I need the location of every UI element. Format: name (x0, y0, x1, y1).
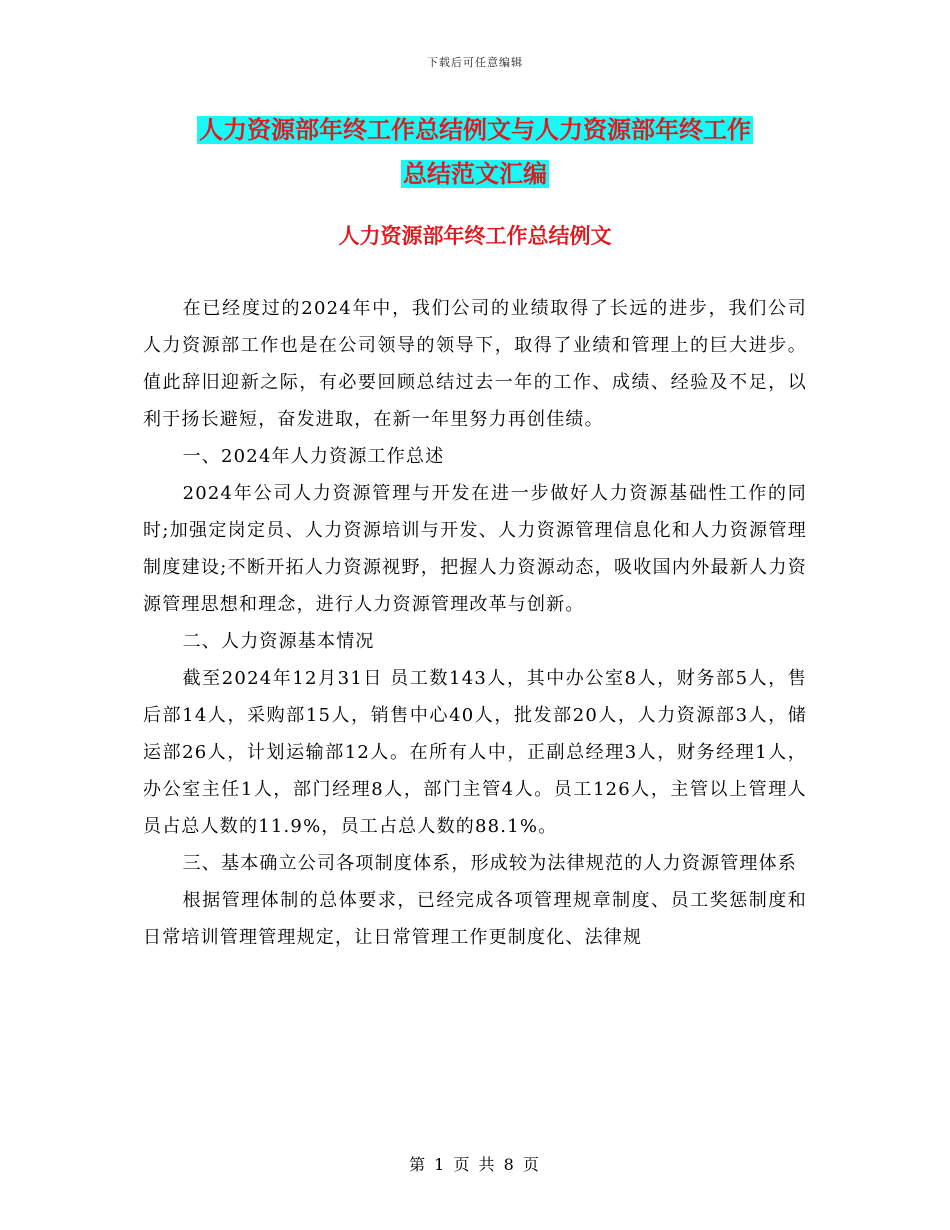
document-title-line1: 人力资源部年终工作总结例文与人力资源部年终工作 (199, 116, 751, 144)
page-number: 第 1 页 共 8 页 (409, 1155, 541, 1174)
heading-section-3: 三、基本确立公司各项制度体系，形成较为法律规范的人力资源管理体系 (182, 853, 797, 874)
paragraph-section-2: 截至2024年12月31日 员工数143人，其中办公室8人，财务部5人，售后部14人，采购部15人，销售中心40人，批发部20人，人力资源部3人，储运部26人，计划运输部12人。在所有人中，正副总经理3人，财务经理1人，办公室主任1人，部门经理8人，部门主管4人。员工126人，主管以上管理人员占总人数的11.9%，员工占总人数的88.1%。 (143, 668, 807, 837)
section-title: 人力资源部年终工作总结例文 (338, 224, 612, 248)
document-title (0, 108, 950, 196)
paragraph-intro: 在已经度过的2024年中，我们公司的业绩取得了长远的进步，我们公司人力资源部工作也是在公司领导的领导下，取得了业绩和管理上的巨大进步。值此辞旧迎新之际，有必要回顾总结过去一年的工作、成绩、经验及不足，以利于扬长避短，奋发进取，在新一年里努力再创佳绩。 (143, 298, 807, 430)
header-note: 下载后可任意编辑 (427, 56, 523, 69)
document-title-line2: 总结范文汇编 (403, 160, 547, 188)
heading-section-2: 二、人力资源基本情况 (182, 631, 375, 652)
paragraph-section-3: 根据管理体制的总体要求，已经完成各项管理规章制度、员工奖惩制度和日常培训管理管理规定，让日常管理工作更制度化、法律规 (143, 890, 807, 948)
document-body (143, 290, 807, 956)
heading-section-1: 一、2024年人力资源工作总述 (182, 446, 445, 467)
paragraph-section-1: 2024年公司人力资源管理与开发在进一步做好人力资源基础性工作的同时;加强定岗定员、人力资源培训与开发、人力资源管理信息化和人力资源管理制度建设;不断开拓人力资源视野，把握人力资源动态，吸收国内外最新人力资源管理思想和理念，进行人力资源管理改革与创新。 (143, 483, 807, 615)
